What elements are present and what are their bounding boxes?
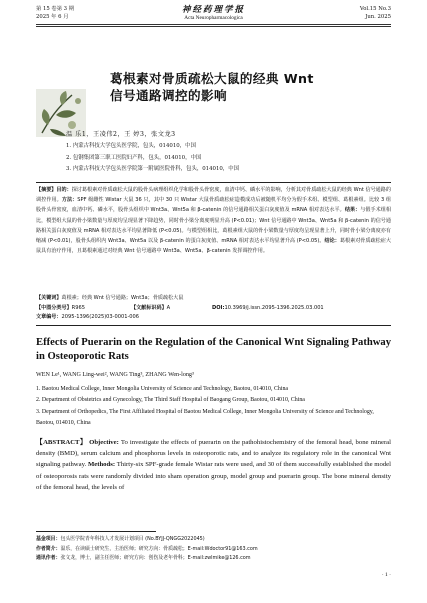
keywords-zh-label: 【关键词】 [36, 295, 62, 301]
footnote-corresponding-text: 张文龙，博士，副主任医师；研究方向：创伤及老年骨科；E-mail:zwlmike@126.com [60, 555, 251, 562]
abstract-top-rule [36, 182, 391, 183]
authors-zh: 温 乐1，王凌伟2，王 婷3，张文龙3 [66, 131, 176, 138]
conclusion-zh-label: 结论： [324, 238, 340, 245]
objective-en: To investigate the effects of puerarin on the pathohistochemistry of the femoral head, bone mineral density (BMD), serum calcium and phosphorus levels in osteoporotic rats, and to analyze its regulatory role in the canonical Wnt signaling pathway. [36, 439, 392, 469]
abstract-en [36, 437, 391, 493]
objective-zh: 探讨葛根素对骨质疏松大鼠的股骨头病理组织化学和股骨头骨密度，血清中钙、磷水平的影响，分析其对骨质疏松大鼠的经典 Wnt 信号通路的调控作用。 [36, 187, 391, 204]
results-zh: 与假手术组相比，模型组大鼠的骨小梁数量与厚度均呈现显著下降趋势，同时骨小梁分离度明显升高 (P<0.01)；Wnt 信号通路中 Wnt3a、Wnt5a 和 β-catenin 的信号通路相关蛋白灰度值及 mRNA 相对表达水平均显著降低 (P<0.05)。与模型组相比，葛根素组大鼠的骨小梁数量与厚度均呈现显著上升，同时骨小梁分离度亦有缩减 (P<0.01)，股骨头组织内 Wnt3a、Wnt5a 以及 β-catenin 的蛋白灰度值、mRNA 相对表达水平均显著升高 (P<0.05)。 [36, 207, 391, 245]
methods-en: Thirty-six SPF-grade female Wistar rats were used, and 30 of them successfully established the model of osteoporosis rats were randomly divided into sham operation group, model group and puerarin group. The bone mineral density of the femoral head, the levels of [36, 461, 392, 491]
abstract-bottom-rule [36, 325, 391, 326]
journal-title-en: Acta Neuropharmacologica [184, 15, 243, 21]
methods-zh: SPF 级雌性 Wistar 大鼠 36 只，其中 30 只 Wistar 大鼠骨质疏松症造模成功后被随机平均分为假手术组、模型组、葛根素组。比较 3 组股骨头骨密度，血清中钙、磷水平，股骨头组织中 Wnt3a、Wnt5a 和 β-catenin 的信号通路相关蛋白灰度值及 mRNA 相对表达水平。 [36, 197, 391, 214]
article-title-en: Effects of Puerarin on the Regulation of the Canonical Wnt Signaling Pathway in Osteoporotic Rats [36, 337, 391, 362]
methods-zh-label: 方法： [61, 197, 78, 204]
conclusion-zh: 葛根素对骨质疏松症大鼠具有治疗作用，且葛根素通过对经典 Wnt 信号通路中 Wnt3a、Wnt5a、β-catenin 发挥调控作用。 [36, 238, 391, 255]
volume-issue-zh: 第 15 卷第 3 期 [36, 6, 75, 12]
volume-issue-en: Vol.15 No.3 [359, 6, 391, 12]
keywords-zh-text: 葛根素；经典 Wnt 信号通路；Wnt3a；骨质疏松大鼠 [61, 295, 184, 301]
footnote-funding-label: 基金项目： [36, 536, 61, 542]
footnote-author-text: 温乐，在读硕士研究生，主治医师；研究方向：骨质疏松；E-mail:Wdoctor91@163.com [60, 545, 258, 552]
running-header [36, 5, 391, 31]
footnote-corresponding-label: 通讯作者： [36, 555, 61, 562]
affiliation-zh-3: 3. 内蒙古科技大学包头医学院第一附属医院骨科，包头，014010，中国 [66, 166, 239, 172]
abstract-en-label: 【ABSTRACT】 [36, 439, 88, 446]
affiliation-zh-2: 2. 包钢集团第三职工医院妇产科，包头，014010，中国 [66, 154, 202, 161]
doc-code-label: 【文献标识码】 [131, 305, 167, 311]
objective-zh-label: 目的： [56, 187, 72, 193]
article-number [36, 313, 139, 322]
title-zh-line-1: 葛根素对骨质疏松大鼠的经典 Wnt [110, 71, 314, 86]
doi-value: 10.3969/j.issn.2095-1396.2025.03.001 [224, 305, 324, 311]
methods-en-label: Methods: [87, 461, 116, 469]
article-title-zh [110, 70, 400, 104]
footnote-corresponding [36, 554, 258, 564]
footnote-author-bio [36, 545, 258, 555]
journal-title-zh: 神经药理学报 [181, 5, 245, 15]
keywords-zh [36, 294, 391, 303]
page-number: · 1 · [381, 572, 391, 578]
footnote-funding [36, 535, 258, 545]
clc-value: R965 [71, 305, 85, 311]
date-en: Jun. 2025 [365, 14, 391, 20]
affiliations-zh [66, 141, 239, 176]
doi-label: DOI: [212, 305, 225, 311]
clc-label: 【中图分类号】 [36, 305, 72, 311]
affiliation-en-3: 3. Department of Orthopedics, The First Affiliated Hospital of Baotou Medical College, Inner Mongolia University of Science and Technology, Baotou, 014010, China [36, 408, 374, 426]
affiliation-zh-1: 1. 内蒙古科技大学包头医学院，包头，014010，中国 [66, 143, 196, 149]
doc-code-value: A [166, 305, 171, 311]
article-number-value: 2095-1396(2025)03-0001-006 [61, 314, 140, 320]
footnote-rule [36, 531, 156, 532]
footnotes [36, 535, 258, 564]
objective-en-label: Objective: [89, 439, 119, 446]
title-zh-line-2: 信号通路调控的影响 [110, 88, 227, 103]
footnote-author-label: 作者简介： [36, 545, 61, 552]
footnote-funding-text: 包头医学院青年科技人才发展计划项目 (No.BYJJ-QNGG2022045) [60, 536, 205, 542]
abstract-zh-label: 【摘要】 [36, 187, 57, 193]
header-right [360, 5, 391, 21]
affiliations-en [36, 384, 391, 429]
date-zh: 2025 年 6 月 [36, 14, 69, 20]
header-center [36, 5, 391, 22]
abstract-zh [36, 185, 391, 256]
header-rule-thin [36, 26, 391, 27]
authors-en: WEN Le¹, WANG Ling-wei², WANG Ting³, ZHANG Wen-long³ [36, 372, 194, 378]
results-zh-label: 结果： [344, 207, 361, 214]
article-number-label: 文章编号： [36, 314, 62, 320]
affiliation-en-2: 2. Department of Obstetrics and Gynecology, The Third Staff Hospital of Baogang Group, Baotou, 014010, China [36, 397, 305, 404]
affiliation-en-1: 1. Baotou Medical College, Inner Mongolia University of Science and Technology, Baotou, 014010, China [36, 386, 289, 392]
